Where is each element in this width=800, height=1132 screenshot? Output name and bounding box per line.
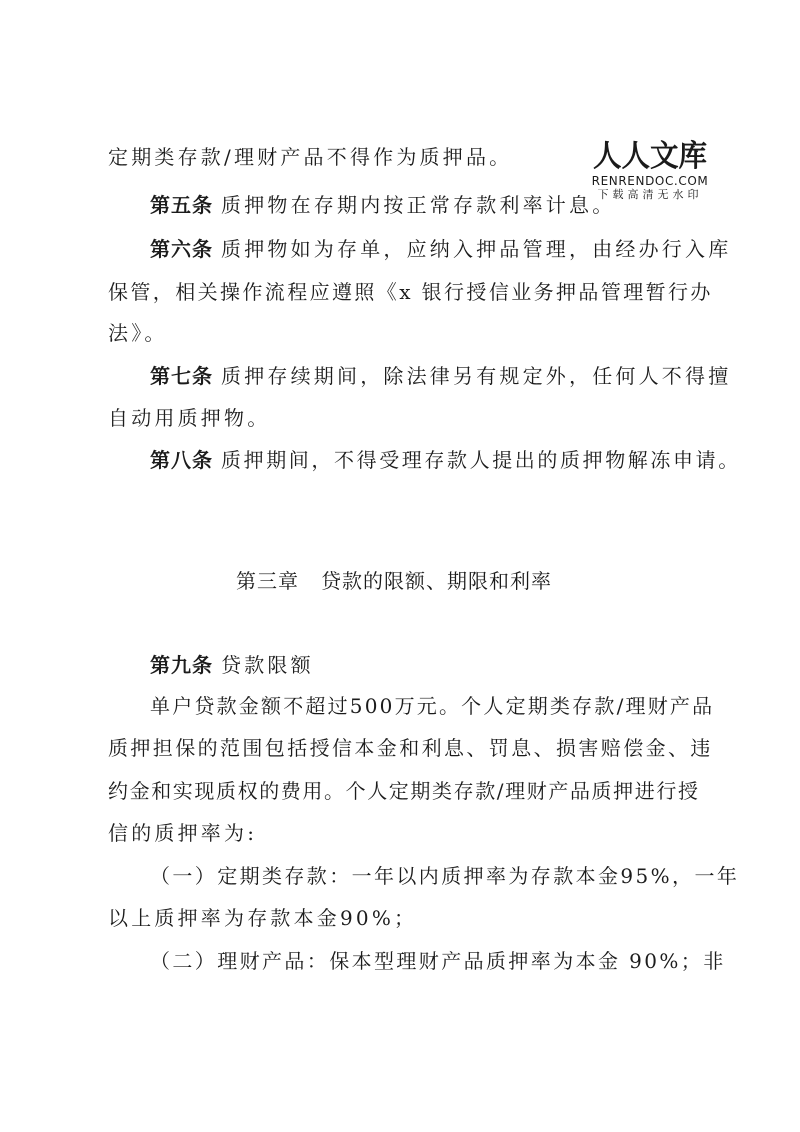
chapter-heading bbox=[236, 569, 552, 593]
line-text: 以上质押率为存款本金90%； bbox=[108, 906, 418, 930]
line-text: 法》。 bbox=[108, 321, 168, 345]
paragraph-line bbox=[108, 779, 700, 803]
chapter-title-text: 贷款的限额、期限和利率 bbox=[321, 569, 552, 593]
paragraph-line bbox=[108, 280, 713, 304]
line-text: 单户贷款金额不超过500万元。个人定期类存款/理财产品 bbox=[150, 694, 715, 718]
paragraph-line bbox=[150, 694, 714, 718]
article-label: 第七条 bbox=[150, 364, 213, 388]
paragraph-line bbox=[108, 821, 257, 845]
line-text: 自动用质押物。 bbox=[108, 406, 271, 430]
paragraph-line bbox=[108, 906, 417, 930]
watermark-brand-cn: 人人文库 bbox=[593, 139, 707, 174]
line-text: 质押物在存期内按正常存款利率计息。 bbox=[221, 193, 616, 217]
paragraph-line bbox=[108, 406, 270, 430]
watermark-tagline: 下载高清无水印 bbox=[597, 188, 703, 201]
article-label: 第六条 bbox=[150, 237, 213, 261]
chapter-number: 第三章 bbox=[236, 569, 299, 593]
list-item-2 bbox=[150, 949, 726, 973]
paragraph-line bbox=[108, 736, 713, 760]
line-text: 质押担保的范围包括授信本金和利息、罚息、损害赔偿金、违 bbox=[108, 736, 713, 760]
line-text: 贷款限额 bbox=[221, 653, 314, 677]
article-8 bbox=[150, 448, 741, 472]
watermark-brand-en: RENRENDOC.COM bbox=[591, 174, 709, 188]
line-text: 保管，相关操作流程应遵照《x 银行授信业务押品管理暂行办 bbox=[108, 280, 713, 304]
line-text: 定期类存款/理财产品不得作为质押品。 bbox=[108, 145, 513, 169]
paragraph-line bbox=[108, 145, 512, 169]
article-7 bbox=[150, 364, 731, 388]
article-label: 第五条 bbox=[150, 193, 213, 217]
article-label: 第九条 bbox=[150, 653, 213, 677]
article-5 bbox=[150, 193, 615, 217]
article-label: 第八条 bbox=[150, 448, 213, 472]
line-text: 信的质押率为: bbox=[108, 821, 258, 845]
line-text: （二）理财产品：保本型理财产品质押率为本金 90%；非 bbox=[150, 949, 726, 973]
paragraph-line bbox=[108, 321, 168, 345]
article-9 bbox=[150, 653, 314, 677]
line-text: （一）定期类存款：一年以内质押率为存款本金95%，一年 bbox=[150, 864, 740, 888]
line-text: 质押期间，不得受理存款人提出的质押物解冻申请。 bbox=[221, 448, 741, 472]
line-text: 质押物如为存单，应纳入押品管理，由经办行入库 bbox=[221, 237, 732, 261]
line-text: 质押存续期间，除法律另有规定外，任何人不得擅 bbox=[221, 364, 732, 388]
line-text: 约金和实现质权的费用。个人定期类存款/理财产品质押进行授 bbox=[108, 779, 700, 803]
list-item-1 bbox=[150, 864, 739, 888]
article-6 bbox=[150, 237, 731, 261]
